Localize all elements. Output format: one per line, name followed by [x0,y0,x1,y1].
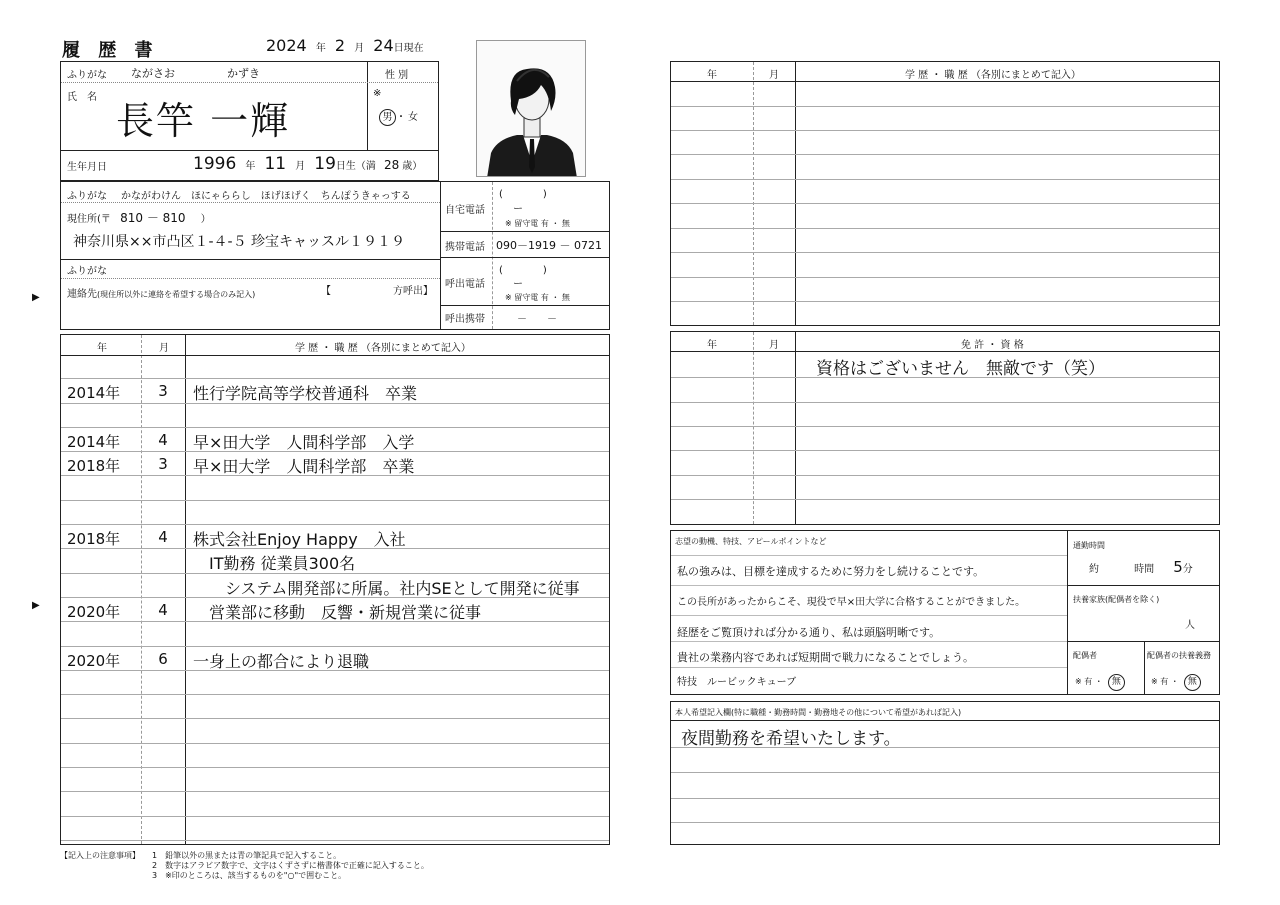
gender-note: ※ [373,88,382,99]
spouse-label: 配偶者 [1073,651,1097,660]
spouse-value-text: ※ 有 ・ [1075,677,1103,686]
history-row-year: 2018年 [67,530,121,549]
birth-year: 1996 [193,154,237,174]
history-row [61,525,609,549]
address-furigana2-label: ふりがな [67,266,107,277]
history-right-col-content: 学 歴 ・ 職 歴 （各別にまとめて記入） [905,70,1081,81]
contact-bracket-open: 【 [321,286,331,297]
applicant-name: 長竿 一輝 [116,99,291,143]
history-row [61,574,609,598]
motivation-label: 志望の動機、特技、アピールポイントなど [675,537,827,546]
birth-value [193,154,422,174]
marker-arrow-bottom: ▶ [32,600,40,611]
license-table [670,331,1220,525]
name-furigana-sei: ながさお [131,67,175,80]
call-mobile-label: 呼出携帯 [445,314,485,325]
history-row-month: 3 [158,455,168,474]
birth-day: 19 [314,154,336,174]
gender-sep: ・ [396,112,406,123]
history-row [61,355,609,379]
applicant-photo [476,40,586,177]
commute-min-unit: 分 [1182,564,1193,575]
history-row-year: 2014年 [67,432,121,451]
history-row [61,622,609,646]
birth-age: 28 [384,158,400,172]
date-line [266,36,424,55]
gender-label: 性 別 [385,70,409,81]
history-left-col-year: 年 [97,343,107,354]
motivation-line-3: 経歴をご覧頂ければ分かる通り、私は頭脳明晰です。 [677,626,941,639]
commute-minutes: 5 [1173,558,1183,576]
history-row [61,768,609,792]
birth-month-unit: 月 [295,161,306,172]
history-row-content: 一身上の都合により退職 [193,651,370,671]
history-left-col-content: 学 歴 ・ 職 歴 （各別にまとめて記入） [295,343,471,354]
history-row [61,549,609,573]
history-row [61,404,609,428]
birth-year-unit: 年 [245,161,256,172]
history-row [61,671,609,695]
birth-month: 11 [264,154,287,174]
history-row [61,792,609,816]
history-row-month: 4 [158,430,168,449]
motivation-line-1: 私の強みは、目標を達成するために努力をし続けることです。 [677,565,985,578]
history-row [61,647,609,671]
name-furigana-mei: かずき [227,67,260,80]
commute-label: 通勤時間 [1073,541,1105,550]
motivation-line-4: 貴社の業務内容であれば短期間で戦力になることでしょう。 [677,651,974,664]
motivation-line-2: この長所があったからこそ、現役で早×田大学に合格することができました。 [677,597,1026,608]
history-row-month: 4 [158,601,168,619]
mobile-phone-label: 携帯電話 [445,242,485,253]
date-month: 2 [334,36,346,55]
history-row [61,452,609,476]
current-address-label: 現住所(〒 [67,214,111,225]
current-address: 神奈川県××市凸区１-４-５ 珍宝キャッスル１９１９ [73,234,406,250]
birth-label: 生年月日 [67,162,107,173]
history-row-content: 早×田大学 人間科学部 入学 [193,432,415,452]
birth-age-unit: 歳） [402,161,423,172]
commute-value [1089,557,1193,576]
request-text: 夜間勤務を希望いたします。 [681,729,901,749]
date-year: 2024 [266,36,307,55]
name-label: 氏 名 [67,92,97,103]
notes-item-3: 3 ※印のところは、該当するものを"○"で囲むこと。 [152,871,347,880]
history-row-year: 2018年 [67,457,121,476]
call-phone-paren: ( ) [499,265,547,276]
birth-day-unit: 日生（満 [335,161,376,172]
dependents-label: 扶養家族(配偶者を除く) [1073,595,1160,604]
call-phone-note: ※ 留守電 有 ・ 無 [505,293,570,302]
history-row [61,695,609,719]
commute-hours: 時間 [1134,564,1155,575]
history-row-content: システム開発部に所属。社内SEとして開発に従事 [193,578,580,598]
history-row-month: 4 [158,528,168,547]
call-phone-label: 呼出電話 [445,279,485,290]
call-phone-dash: ー [513,279,523,290]
date-month-unit: 月 [354,43,365,54]
license-col-month: 月 [769,340,779,351]
contact-label: 連絡先 [67,289,97,300]
history-row-month: 6 [158,649,168,668]
history-row [61,744,609,768]
home-phone-label: 自宅電話 [445,205,485,216]
spouse-support-value-text: ※ 有 ・ [1151,677,1179,686]
postal-code: 810 － 810 [120,211,186,225]
license-text: 資格はございません 無敵です（笑） [816,359,1105,379]
history-row-year: 2020年 [67,603,121,621]
request-label: 本人希望記入欄(特に職種・勤務時間・勤務地その他について希望があれば記入) [675,708,962,717]
home-phone-paren: ( ) [499,189,547,200]
address-furigana: かながわけん ほにゃららし ほげほげく ちんぽうきゃっする [121,191,411,202]
contact-note: (現住所以外に連絡を希望する場合のみ記入) [97,290,256,299]
license-col-year: 年 [707,340,717,351]
history-right-col-month: 月 [769,70,779,81]
spouse-none-circled: 無 [1108,674,1125,691]
history-row [61,428,609,452]
license-col-content: 免 許 ・ 資 格 [961,340,1024,351]
history-row [61,379,609,403]
address-furigana-label: ふりがな [67,191,107,202]
history-row-year: 2020年 [67,651,121,670]
spouse-support-none-circled: 無 [1184,674,1201,691]
dependents-unit: 人 [1185,620,1195,631]
spouse-support-value [1151,669,1201,691]
motivation-box [670,530,1220,695]
history-row-content: 早×田大学 人間科学部 卒業 [193,457,415,477]
history-row-year: 2014年 [67,384,121,403]
notes-item-2: 2 数字はアラビア数字で、文字はくずさずに楷書体で正確に記入すること。 [152,861,429,870]
history-row-month: 3 [158,382,168,401]
notes-label: 【記入上の注意事項】 [60,851,140,860]
history-row [61,720,609,744]
gender-options [379,108,418,126]
motivation-line-5: 特技 ルービックキューブ [677,677,797,688]
postal-close: ） [200,214,211,225]
contact-bracket-close: 方呼出】 [393,286,433,297]
call-mobile-value: － － [517,314,557,325]
spouse-support-label: 配偶者の扶養義務 [1147,651,1211,660]
history-row [61,477,609,501]
name-box [60,61,439,181]
gender-female: 女 [408,112,418,123]
request-box [670,701,1220,845]
spouse-value [1075,669,1125,691]
home-phone-dash: ー [513,204,523,215]
date-day-unit: 日現在 [393,43,424,54]
postal-line [67,209,211,226]
history-row [61,501,609,525]
portrait-illustration [477,41,586,177]
date-day: 24 [373,36,394,55]
contact-line [67,282,437,301]
gender-male-circled: 男 [379,109,396,126]
date-year-unit: 年 [315,43,326,54]
history-table-right [670,61,1220,326]
marker-arrow-top: ▶ [32,292,40,303]
commute-approx: 約 [1089,564,1099,575]
history-row-content: IT勤務 従業員300名 [193,554,356,574]
history-row [61,817,609,841]
history-left-col-month: 月 [159,343,169,354]
notes-item-1: 1 鉛筆以外の黒または青の筆記具で記入すること。 [152,851,342,860]
resume-title: 履 歴 書 [62,40,159,61]
history-row-content: 営業部に移動 反響・新規営業に従事 [193,603,482,622]
history-row [61,598,609,622]
home-phone-note: ※ 留守電 有 ・ 無 [505,219,570,228]
history-table-left [60,334,610,845]
history-row-content: 株式会社Enjoy Happy 入社 [193,530,406,550]
history-row-content: 性行学院高等学校普通科 卒業 [193,384,418,404]
address-box [60,181,610,330]
name-furigana-label: ふりがな [67,70,107,81]
mobile-phone-value: 090－1919 － 0721 [496,239,602,252]
history-right-col-year: 年 [707,70,717,81]
